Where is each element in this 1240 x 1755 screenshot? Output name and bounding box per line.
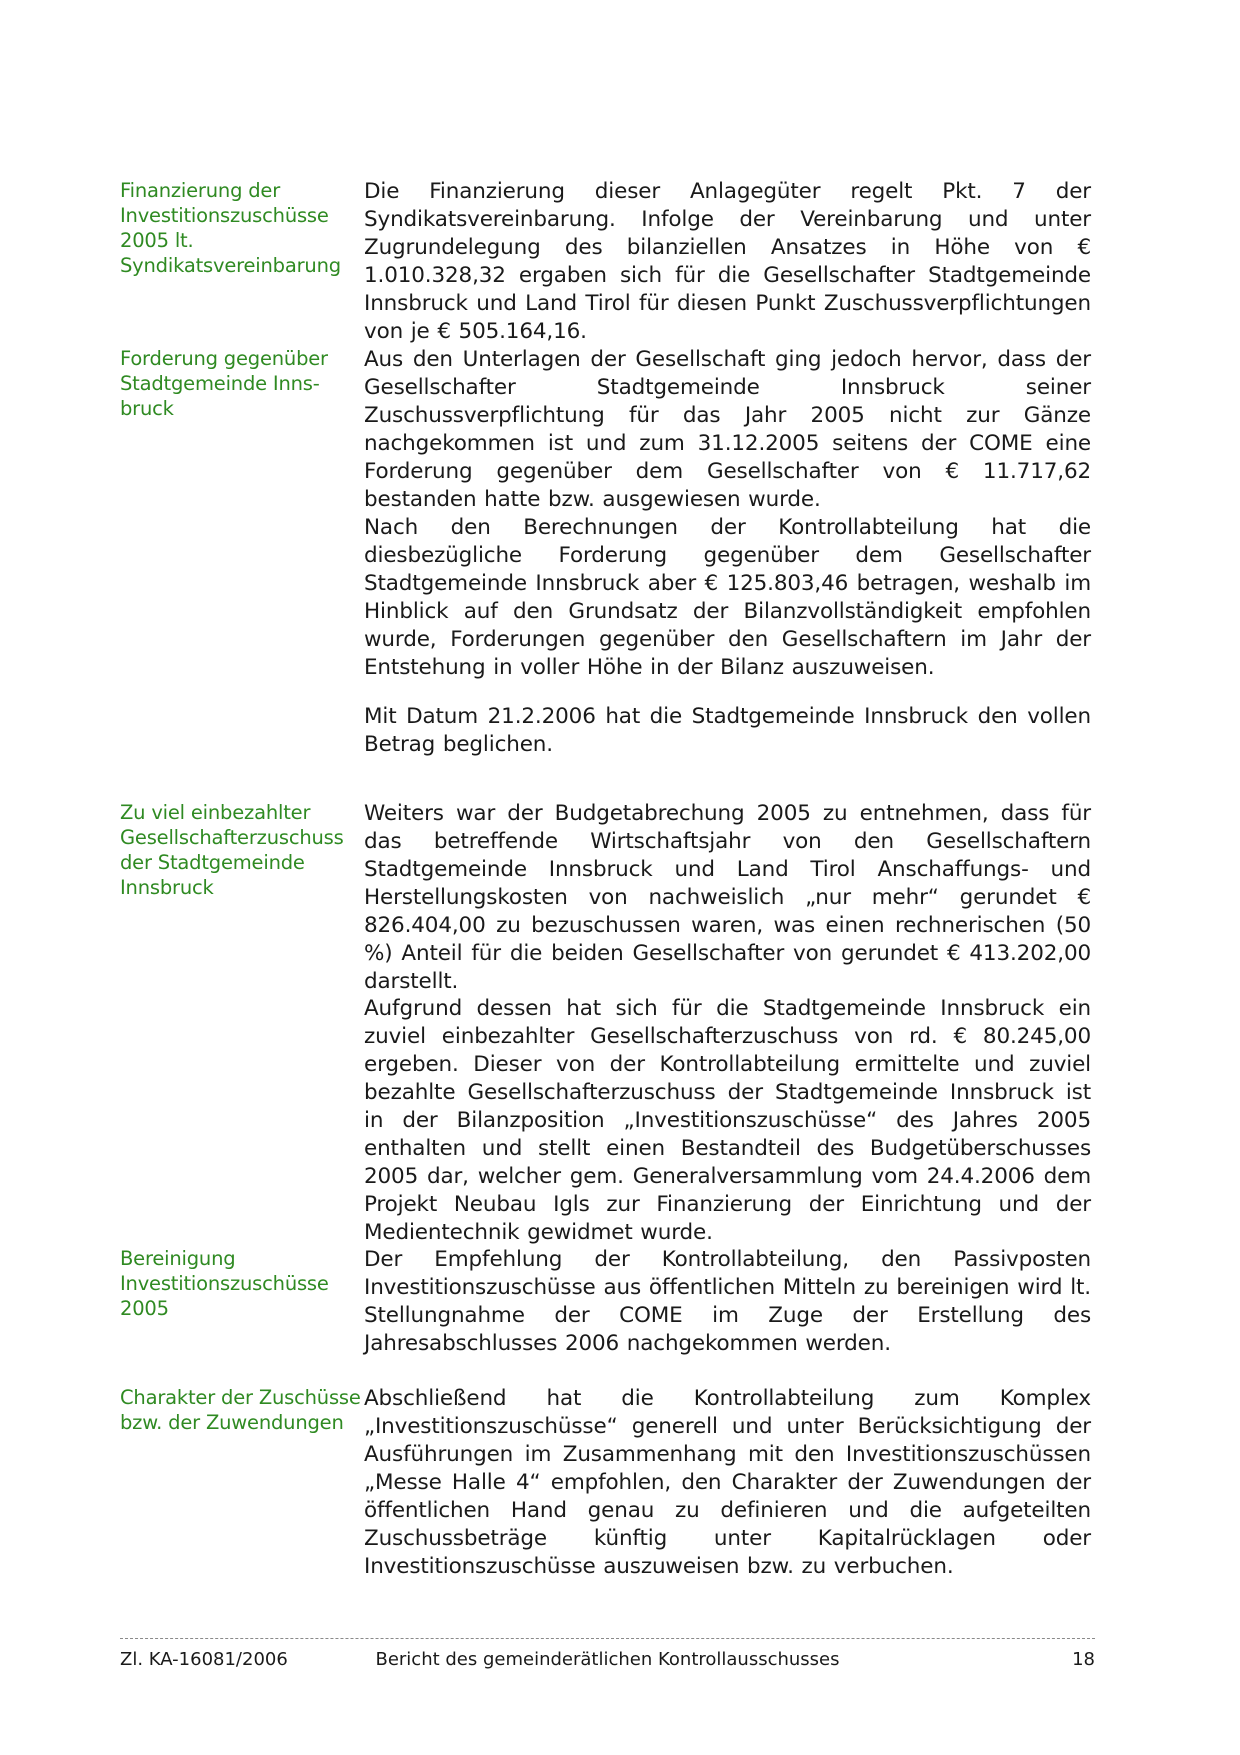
margin-heading-line: Finanzierung der [120, 179, 281, 202]
section-body [364, 178, 1091, 346]
paragraph: Weiters war der Budgetabrechung 2005 zu entnehmen, dass für das betreffende Wirtschaftsjahr von den Gesellschaftern Stadtgemeinde Innsbruck und Land Tirol Anschaffungs- und Herstellungskosten von nachweislich „nur mehr“ gerundet € 826.404,00 zu bezuschussen waren, was einen rechnerischen (50 %) Anteil für die beiden Gesellschafter von gerundet € 413.202,00 darstellt. [364, 801, 1091, 994]
margin-heading-line: Gesellschafterzuschuss [120, 826, 344, 849]
paragraph: Nach den Berechnungen der Kontrollabteilung hat die diesbezügliche Forderung gegenüber dem Gesellschafter Stadtgemeinde Innsbruck aber € 125.803,46 betragen, weshalb im Hinblick auf den Grundsatz der Bilanzvollständigkeit empfohlen wurde, Forderungen gegenüber den Gesellschaftern im Jahr der Entstehung in voller Höhe in der Bilanz auszuweisen. [364, 515, 1091, 680]
margin-heading [120, 346, 350, 421]
margin-heading-line: Zu viel einbezahlter [120, 801, 311, 824]
section-body [364, 514, 1091, 682]
margin-heading [120, 1385, 361, 1435]
section-body [364, 1385, 1091, 1581]
margin-heading-line: Investitionszuschüsse [120, 204, 329, 227]
margin-heading-line: 2005 [120, 1297, 169, 1320]
margin-heading [120, 1246, 350, 1321]
section-body [364, 1246, 1091, 1358]
margin-heading-line: Syndikatsvereinbarung [120, 254, 341, 277]
page-number: 18 [1072, 1649, 1095, 1670]
paragraph: Mit Datum 21.2.2006 hat die Stadtgemeinde Innsbruck den vollen Betrag beglichen. [364, 704, 1091, 757]
paragraph: Aus den Unterlagen der Gesellschaft ging jedoch hervor, dass der Gesellschafter Stadtgemeinde Innsbruck seiner Zuschussverpflichtung für das Jahr 2005 nicht zur Gänze nachgekommen ist und zum 31.12.2005 seitens der COME eine Forderung gegenüber dem Gesellschafter von € 11.717,62 bestanden hatte bzw. ausgewiesen wurde. [364, 347, 1091, 512]
margin-heading [120, 178, 350, 278]
paragraph: Abschließend hat die Kontrollabteilung zum Komplex „Investitionszuschüsse“ generell und unter Berücksichtigung der Ausführungen im Zusammenhang mit den Investitionszuschüssen „Messe Halle 4“ empfohlen, den Charakter der Zuwendungen der öffentlichen Hand genau zu definieren und die aufgeteilten Zuschussbeträge künftig unter Kapitalrücklagen oder Investitionszuschüsse auszuweisen bzw. zu verbuchen. [364, 1386, 1091, 1579]
paragraph: Die Finanzierung dieser Anlagegüter regelt Pkt. 7 der Syndikatsvereinbarung. Infolge der Vereinbarung und unter Zugrundelegung des bilanziellen Ansatzes in Höhe von € 1.010.328,32 ergaben sich für die Gesellschafter Stadtgemeinde Innsbruck und Land Tirol für diesen Punkt Zuschussverpflichtungen von je € 505.164,16. [364, 179, 1091, 344]
section-body [364, 346, 1091, 514]
margin-heading-line: Forderung gegenüber [120, 347, 328, 370]
margin-heading-line: Stadtgemeinde Inns- [120, 372, 320, 395]
paragraph: Aufgrund dessen hat sich für die Stadtgemeinde Innsbruck ein zuviel einbezahlter Gesellschafterzuschuss von rd. € 80.245,00 ergeben. Dieser von der Kontrollabteilung ermittelte und zuviel bezahlte Gesellschafterzuschuss der Stadtgemeinde Innsbruck ist in der Bilanzposition „Investitionszuschüsse“ des Jahres 2005 enthalten und stellt einen Bestandteil des Budgetüberschusses 2005 dar, welcher gem. Generalversammlung vom 24.4.2006 dem Projekt Neubau Igls zur Finanzierung der Einrichtung und der Medientechnik gewidmet wurde. [364, 996, 1091, 1245]
footer-divider [120, 1638, 1095, 1639]
paragraph: Der Empfehlung der Kontrollabteilung, den Passivposten Investitionszuschüsse aus öffentlichen Mitteln zu bereinigen wird lt. Stellungnahme der COME im Zuge der Erstellung des Jahresabschlusses 2006 nachgekommen werden. [364, 1247, 1091, 1356]
margin-heading-line: Innsbruck [120, 876, 214, 899]
margin-heading-line: Charakter der Zuschüsse [120, 1386, 361, 1409]
margin-heading-line: bruck [120, 397, 174, 420]
report-title: Bericht des gemeinderätlichen Kontrollausschusses [375, 1649, 840, 1670]
margin-heading-line: bzw. der Zuwendungen [120, 1411, 344, 1434]
section-body [364, 995, 1091, 1247]
section-body [364, 800, 1091, 996]
margin-heading [120, 800, 350, 900]
margin-heading-line: 2005 lt. [120, 229, 194, 252]
margin-heading-line: Bereinigung [120, 1247, 236, 1270]
margin-heading-line: der Stadtgemeinde [120, 851, 305, 874]
document-reference: Zl. KA-16081/2006 [120, 1649, 288, 1670]
section-body [364, 703, 1091, 759]
margin-heading-line: Investitionszuschüsse [120, 1272, 329, 1295]
